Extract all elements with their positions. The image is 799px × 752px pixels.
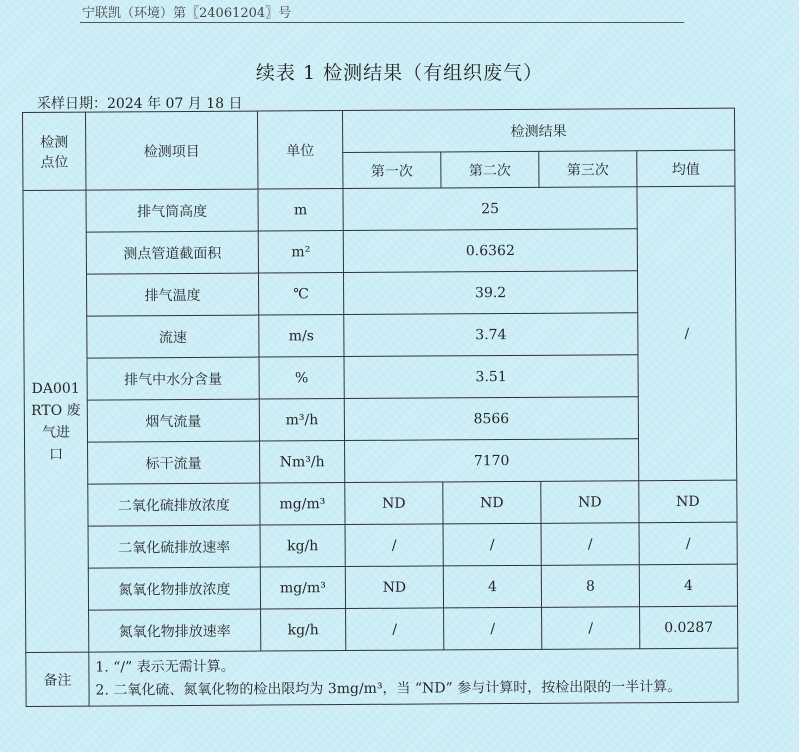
row-unit: kg/h [261, 609, 346, 652]
row-value: 3.74 [344, 313, 638, 357]
merged-mean: / [637, 186, 737, 481]
header-results: 检测结果 [342, 108, 734, 152]
row-unit: mg/m³ [260, 567, 345, 610]
row-third: 8 [541, 565, 639, 608]
row-mean: 0.0287 [640, 606, 738, 649]
row-item: 排气温度 [86, 273, 258, 316]
row-item: 测点管道截面积 [86, 231, 258, 274]
row-first: ND [345, 566, 443, 609]
header-mean: 均值 [637, 150, 735, 187]
row-unit: m [258, 189, 343, 232]
row-unit: % [259, 357, 344, 400]
row-value: 25 [343, 187, 637, 231]
row-item: 氮氧化物排放速率 [89, 609, 261, 652]
row-unit: ℃ [258, 273, 343, 316]
header-second: 第二次 [441, 151, 539, 188]
row-mean: ND [639, 480, 737, 523]
row-item: 氮氧化物排放浓度 [88, 567, 260, 610]
report-reference: 宁联凯（环境）第〖24061204〗号 [82, 6, 292, 21]
note-line: 1. “/” 表示无需计算。 [95, 658, 235, 676]
header-divider [80, 22, 684, 23]
row-item: 二氧化硫排放速率 [88, 525, 260, 568]
row-value: 3.51 [344, 355, 638, 399]
row-value: 7170 [345, 439, 639, 483]
sampling-point: DA001 RTO 废 气进 口 [23, 190, 89, 652]
row-second: ND [443, 481, 541, 524]
header-item: 检测项目 [86, 111, 258, 190]
row-unit: m/s [259, 315, 344, 358]
row-first: ND [345, 482, 443, 525]
row-third: / [542, 607, 640, 650]
results-table [22, 108, 739, 707]
header-first: 第一次 [343, 152, 441, 189]
table-title: 续表 1 检测结果（有组织废气） [255, 62, 544, 84]
notes-label: 备注 [26, 652, 89, 706]
header-unit: 单位 [257, 111, 342, 190]
row-first: / [345, 524, 443, 567]
row-unit: kg/h [260, 525, 345, 568]
note-line: 2. 二氧化硫、氮氧化物的检出限均为 3mg/m³，当 “ND” 参与计算时，按检出限的一半计算。 [95, 678, 682, 699]
row-item: 排气筒高度 [86, 189, 258, 232]
row-item: 二氧化硫排放浓度 [88, 483, 260, 526]
row-unit: Nm³/h [260, 441, 345, 484]
row-unit: mg/m³ [260, 483, 345, 526]
notes [89, 648, 738, 706]
row-item: 排气中水分含量 [87, 357, 259, 400]
row-item: 流速 [87, 315, 259, 358]
row-value: 39.2 [343, 271, 637, 315]
row-unit: m² [258, 231, 343, 274]
row-second: / [443, 523, 541, 566]
row-item: 标干流量 [88, 441, 260, 484]
header-third: 第三次 [539, 151, 637, 188]
row-value: 0.6362 [343, 229, 637, 273]
row-item: 烟气流量 [87, 399, 259, 442]
header-point: 检测 点位 [23, 112, 86, 190]
row-mean: 4 [639, 564, 737, 607]
row-unit: m³/h [259, 399, 344, 442]
row-second: 4 [443, 565, 541, 608]
sampling-date: 采样日期：2024 年 07 月 18 日 [37, 96, 243, 112]
row-third: / [541, 523, 639, 566]
row-value: 8566 [344, 397, 638, 441]
row-mean: / [639, 522, 737, 565]
row-third: ND [541, 481, 639, 524]
row-second: / [444, 607, 542, 650]
row-first: / [346, 608, 444, 651]
